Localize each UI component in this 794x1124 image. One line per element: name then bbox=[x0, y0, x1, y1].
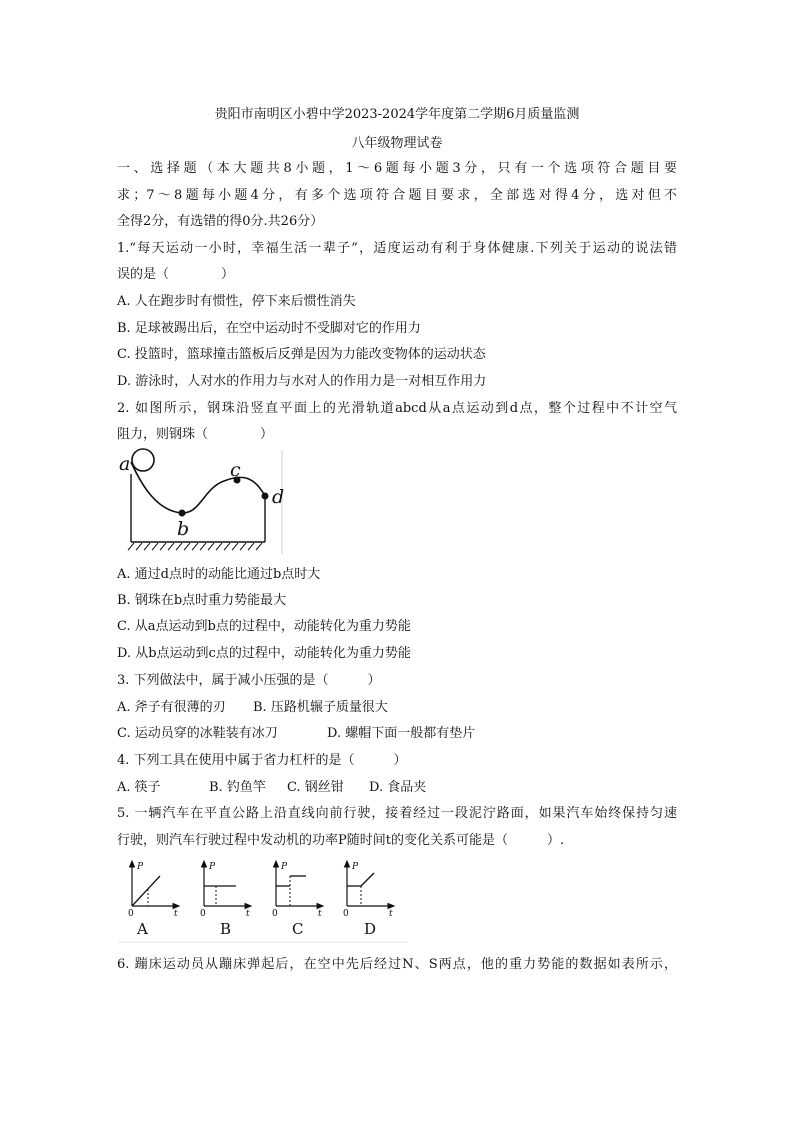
q3-options-row-2 bbox=[117, 722, 475, 741]
graph-a-origin: 0 bbox=[128, 909, 134, 919]
q1-option-b: B. 足球被踢出后，在空中运动时不受脚对它的作用力 bbox=[117, 321, 421, 336]
q2-stem-line-1: 2. 如图所示，钢珠沿竖直平面上的光滑轨道abcd从a点运动到d点，整个过程中不计空气 bbox=[117, 401, 677, 416]
q2-option-b: B. 钢珠在b点时重力势能最大 bbox=[117, 593, 287, 608]
q5-stem-line-1: 5. 一辆汽车在平直公路上沿直线向前行驶，接着经过一段泥泞路面，如果汽车始终保持匀速 bbox=[117, 806, 677, 821]
graph-c-label: C bbox=[292, 920, 304, 938]
q3-option-c: C. 运动员穿的冰鞋装有冰刀 bbox=[117, 726, 278, 741]
q4-option-b: B. 钓鱼竿 bbox=[209, 780, 266, 795]
q6-stem: 6. 蹦床运动员从蹦床弹起后，在空中先后经过N、S两点，他的重力势能的数据如表所示， bbox=[117, 957, 677, 972]
graph-d-label: D bbox=[364, 920, 377, 938]
graph-a-y-label: P bbox=[137, 862, 144, 872]
q1-stem-line-2: 误的是（ ） bbox=[117, 267, 235, 282]
q4-options-row bbox=[117, 776, 426, 795]
q2-option-d: D. 从b点运动到c点的过程中，动能转化为重力势能 bbox=[117, 646, 411, 661]
graph-c-x-label: t bbox=[318, 909, 322, 919]
label-c: c bbox=[230, 459, 241, 481]
q4-stem: 4. 下列工具在使用中属于省力杠杆的是（ ） bbox=[117, 753, 407, 768]
q1-option-a: A. 人在跑步时有惯性，停下来后惯性消失 bbox=[117, 294, 356, 309]
graph-a-label: A bbox=[137, 920, 148, 938]
q3-option-a: A. 斧子有很薄的刃 bbox=[117, 700, 226, 715]
section-instructions-line-3: 全得2分，有选错的得0分.共26分） bbox=[117, 214, 324, 229]
q1-option-c: C. 投篮时，篮球撞击篮板后反弹是因为力能改变物体的运动状态 bbox=[117, 347, 486, 362]
graph-b-y-label: P bbox=[209, 862, 216, 872]
q5-stem-line-2: 行驶，则汽车行驶过程中发动机的功率P随时间t的变化关系可能是（ ）. bbox=[117, 833, 565, 848]
graph-d-x-label: t bbox=[389, 909, 393, 919]
label-a: a bbox=[119, 453, 131, 475]
q4-option-a: A. 筷子 bbox=[117, 780, 161, 795]
label-d: d bbox=[272, 486, 285, 508]
q3-option-d: D. 螺帽下面一般都有垫片 bbox=[327, 726, 476, 741]
q3-option-b: B. 压路机辗子质量很大 bbox=[253, 700, 388, 715]
q2-track-figure bbox=[112, 446, 292, 558]
q2-stem-line-2: 阻力，则钢珠（ ） bbox=[117, 427, 274, 442]
q1-option-d: D. 游泳时，人对水的作用力与水对人的作用力是一对相互作用力 bbox=[117, 374, 487, 389]
section-instructions-line-2: 求；7～8题每小题4分，有多个选项符合题目要求，全部选对得4分，选对但不 bbox=[117, 188, 677, 203]
page-title: 贵阳市南明区小碧中学2023-2024学年度第二学期6月质量监测 bbox=[214, 107, 580, 122]
q1-stem-line-1: 1.“每天运动一小时，幸福生活一辈子”，适度运动有利于身体健康.下列关于运动的说法错 bbox=[117, 241, 677, 256]
q3-options-row-1 bbox=[117, 696, 388, 715]
graph-c-y-label: P bbox=[281, 862, 288, 872]
q4-option-c: C. 钢丝钳 bbox=[287, 780, 344, 795]
q2-option-c: C. 从a点运动到b点的过程中，动能转化为重力势能 bbox=[117, 619, 411, 634]
graph-d-y-label: P bbox=[352, 862, 359, 872]
q4-option-d: D. 食品夹 bbox=[369, 780, 427, 795]
q3-stem: 3. 下列做法中，属于减小压强的是（ ） bbox=[117, 673, 381, 688]
graph-b-origin: 0 bbox=[200, 909, 206, 919]
graph-b-label: B bbox=[220, 920, 232, 938]
graph-a-x-label: t bbox=[174, 909, 178, 919]
page-subtitle: 八年级物理试卷 bbox=[351, 136, 443, 151]
q2-option-a: A. 通过d点时的动能比通过b点时大 bbox=[117, 567, 321, 582]
graph-c-origin: 0 bbox=[272, 909, 278, 919]
steel-ball bbox=[132, 449, 154, 471]
graph-d-origin: 0 bbox=[343, 909, 349, 919]
section-instructions-line-1: 一、选择题（本大题共8小题，1～6题每小题3分，只有一个选项符合题目要 bbox=[117, 161, 677, 176]
q5-power-time-graphs bbox=[118, 858, 408, 946]
graph-b-x-label: t bbox=[246, 909, 250, 919]
label-b: b bbox=[177, 518, 190, 540]
